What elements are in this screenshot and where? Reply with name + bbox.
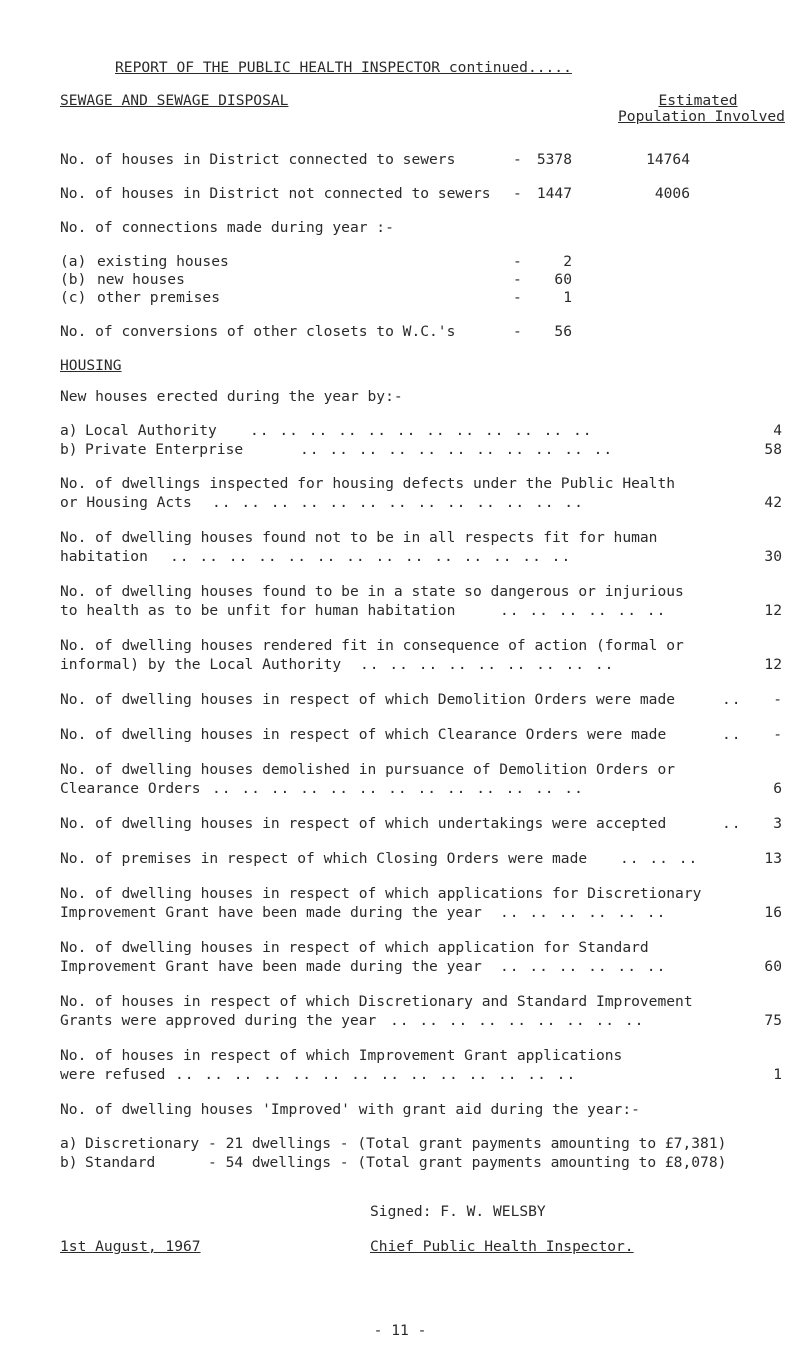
connection-value: 1 <box>563 289 572 306</box>
housing-item-line2: to health as to be unfit for human habitation <box>60 602 456 619</box>
leader-dots: .. .. .. .. .. .. .. .. .. .. .. <box>300 441 614 458</box>
housing-item-line1: No. of dwelling houses in respect of which Demolition Orders were made <box>60 691 676 708</box>
housing-item-line2: were refused <box>60 1066 166 1083</box>
sewer-row-population: 14764 <box>646 151 690 168</box>
housing-item-value: 60 <box>764 958 782 975</box>
connection-marker: (b) <box>60 271 87 288</box>
housing-item-line1: No. of dwelling houses found not to be in all respects fit for human <box>60 529 658 546</box>
connection-value: 2 <box>563 253 572 270</box>
connection-value: 60 <box>554 271 572 288</box>
housing-item-value: 16 <box>764 904 782 921</box>
report-header: REPORT OF THE PUBLIC HEALTH INSPECTOR continued..... <box>115 59 572 76</box>
new-houses-label-item: Local Authority <box>85 422 217 439</box>
housing-item-line1: No. of dwelling houses rendered fit in consequence of action (formal or <box>60 637 684 654</box>
signatory-role: Chief Public Health Inspector. <box>370 1238 634 1255</box>
connection-dash: - <box>513 253 522 270</box>
conversions-dash: - <box>513 323 522 340</box>
housing-item-line1: No. of dwelling houses in respect of which applications for Discretionary <box>60 885 702 902</box>
report-date: 1st August, 1967 <box>60 1238 201 1255</box>
leader-dots: .. .. .. .. .. .. .. .. .. .. .. .. .. .. <box>170 548 572 565</box>
housing-item-value: 3 <box>773 815 782 832</box>
sewer-row-value: 5378 <box>536 151 572 168</box>
sewer-row-dash: - <box>513 185 522 202</box>
new-houses-label: New houses erected during the year by:- <box>60 388 403 405</box>
leader-dots: .. .. .. .. .. .. <box>500 602 667 619</box>
improved-line: Standard - 54 dwellings - (Total grant payments amounting to £8,078) <box>85 1154 727 1171</box>
new-houses-marker: b) <box>60 441 78 458</box>
conversions-value: 56 <box>554 323 572 340</box>
connection-marker: (c) <box>60 289 87 306</box>
housing-item-value: 42 <box>764 494 782 511</box>
connection-dash: - <box>513 289 522 306</box>
leader-dots: .. .. .. .. .. .. .. .. .. .. .. .. <box>250 422 593 439</box>
sewer-row-label: No. of houses in District connected to sewers <box>60 151 456 168</box>
housing-item-line1: No. of houses in respect of which Discretionary and Standard Improvement <box>60 993 693 1010</box>
leader-dots: .. .. .. .. .. .. .. .. .. .. .. .. .. <box>212 780 584 797</box>
housing-item-value: 13 <box>764 850 782 867</box>
sewage-section-title: SEWAGE AND SEWAGE DISPOSAL <box>60 92 289 109</box>
connection-label: existing houses <box>97 253 229 270</box>
improved-marker: a) <box>60 1135 78 1152</box>
housing-item-value: 30 <box>764 548 782 565</box>
housing-item-value: 1 <box>773 1066 782 1083</box>
housing-item-value: 12 <box>764 602 782 619</box>
housing-item-line1: No. of dwelling houses found to be in a state so dangerous or injurious <box>60 583 684 600</box>
connection-dash: - <box>513 271 522 288</box>
housing-item-line2: informal) by the Local Authority <box>60 656 342 673</box>
housing-item-line2: Improvement Grant have been made during the year <box>60 958 482 975</box>
connection-marker: (a) <box>60 253 87 270</box>
leader-dots: .. <box>722 691 742 708</box>
leader-dots: .. <box>722 815 742 832</box>
housing-item-line2: Clearance Orders <box>60 780 201 797</box>
housing-item-line1: No. of dwelling houses demolished in pursuance of Demolition Orders or <box>60 761 676 778</box>
housing-item-line2: or Housing Acts <box>60 494 192 511</box>
housing-item-line2: Improvement Grant have been made during the year <box>60 904 482 921</box>
conversions-label: No. of conversions of other closets to W.C.'s <box>60 323 456 340</box>
housing-item-line1: No. of dwelling houses in respect of which Clearance Orders were made <box>60 726 667 743</box>
leader-dots: .. .. .. .. .. .. <box>500 904 667 921</box>
housing-item-line1: No. of houses in respect of which Improvement Grant applications <box>60 1047 623 1064</box>
housing-item-value: 6 <box>773 780 782 797</box>
housing-item-line1: No. of dwelling houses in respect of which application for Standard <box>60 939 649 956</box>
leader-dots: .. .. .. <box>620 850 699 867</box>
new-houses-label-item: Private Enterprise <box>85 441 244 458</box>
population-column-header-2: Population Involved <box>618 108 785 125</box>
improved-label: No. of dwelling houses 'Improved' with grant aid during the year:- <box>60 1101 640 1118</box>
new-houses-value: 4 <box>773 422 782 439</box>
sewer-row-label: No. of houses in District not connected to sewers <box>60 185 491 202</box>
page-number: - 11 - <box>373 1322 427 1339</box>
sewer-row-population: 4006 <box>654 185 690 202</box>
housing-item-line1: No. of premises in respect of which Closing Orders were made <box>60 850 588 867</box>
leader-dots: .. .. .. .. .. .. .. .. .. <box>360 656 615 673</box>
housing-item-line2: habitation <box>60 548 148 565</box>
leader-dots: .. .. .. .. .. .. .. .. .. .. .. .. .. <box>212 494 584 511</box>
new-houses-marker: a) <box>60 422 78 439</box>
housing-item-line2: Grants were approved during the year <box>60 1012 377 1029</box>
sewer-row-value: 1447 <box>536 185 572 202</box>
housing-item-value: - <box>773 726 782 743</box>
population-column-header-1: Estimated <box>658 92 738 109</box>
connection-label: other premises <box>97 289 221 306</box>
housing-item-line1: No. of dwellings inspected for housing defects under the Public Health <box>60 475 676 492</box>
housing-section-title: HOUSING <box>60 357 122 374</box>
leader-dots: .. .. .. .. .. .. .. .. .. <box>390 1012 645 1029</box>
sewer-row-dash: - <box>513 151 522 168</box>
improved-marker: b) <box>60 1154 78 1171</box>
new-houses-value: 58 <box>764 441 782 458</box>
leader-dots: .. <box>722 726 742 743</box>
leader-dots: .. .. .. .. .. .. .. .. .. .. .. .. .. .. <box>175 1066 577 1083</box>
signature-line: Signed: F. W. WELSBY <box>370 1203 546 1220</box>
improved-line: Discretionary - 21 dwellings - (Total grant payments amounting to £7,381) <box>85 1135 727 1152</box>
connections-label: No. of connections made during year :- <box>60 219 394 236</box>
leader-dots: .. .. .. .. .. .. <box>500 958 667 975</box>
housing-item-line1: No. of dwelling houses in respect of which undertakings were accepted <box>60 815 667 832</box>
connection-label: new houses <box>97 271 185 288</box>
housing-item-value: - <box>773 691 782 708</box>
housing-item-value: 75 <box>764 1012 782 1029</box>
housing-item-value: 12 <box>764 656 782 673</box>
